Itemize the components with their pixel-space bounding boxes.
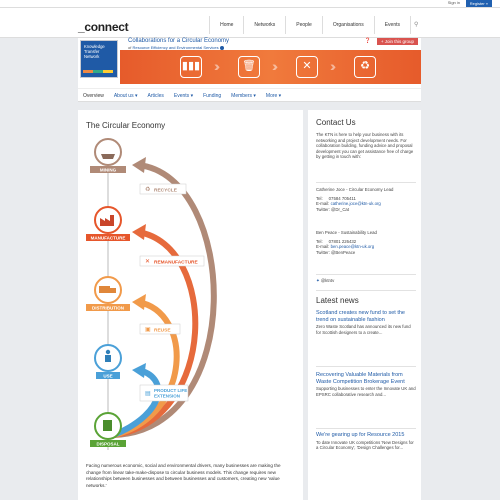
intro-paragraph: Facing numerous economic, social and environmental drivers, many businesses are making the change from linear take-make-dispose to circular business models. This change requires new relationships between businesses and between businesses and customers, creating new 'value networks.' [86,463,281,488]
circular-economy-diagram [78,130,303,470]
life-extension-arrowhead [132,363,146,378]
chevrons-icon: ››› [214,58,216,74]
bin-icon: 🗑 [238,56,260,78]
contact-2-name: Ben Peace - Sustainability Lead [316,230,377,235]
person-icon [106,350,110,354]
divider [316,274,416,275]
sidebar [308,110,421,500]
stage-mining [90,139,126,173]
search-icon[interactable]: ⚲ [410,16,424,34]
divider [316,182,416,183]
contact-1-email-link[interactable]: catherine.joce@ktn-uk.org [330,201,381,207]
main-nav [209,16,424,34]
mine-cart-icon [101,154,115,159]
loop-label-reuse: REUSE [154,328,171,334]
chevrons-icon: ››› [330,58,332,74]
loop-label-line: EXTENSION [154,393,181,399]
site-header [0,8,500,38]
register-button[interactable]: Register » [466,0,492,7]
stage-label-use: USE [103,373,113,379]
news-item [316,432,416,451]
page-title: The Circular Economy [86,121,166,130]
divider [316,366,416,367]
news-excerpt: To date Innovate UK competitions 'New Designs for a Circular Economy', 'Design Challenges for... [316,439,414,451]
contact-intro: The KTN is here to help your business with its networking and project development needs. For collaboration building, funding advice and proposal development you can get assistance free of charge by getting in touch with: [316,132,414,160]
contact-1 [316,187,416,212]
tab-overview[interactable]: Overview [83,93,104,99]
chevrons-icon: ››› [272,58,274,74]
join-group-button[interactable]: + Join this group [377,38,418,45]
contact-2-tel-value: 07801 226432 [328,238,357,244]
stage-label-distribution: DISTRIBUTION [92,305,124,311]
news-title-link[interactable]: Scotland creates new fund to set the trend on sustainable fashion [316,310,405,323]
tools-icon: ✕ [145,259,151,265]
contact-1-twitter: Twitter: @Dr_Cat [316,206,350,212]
ktn-logo[interactable] [80,40,118,78]
loop-label-line: PRODUCT LIFE [154,388,188,393]
loop-label-remanufacture: REMANUFACTURE [154,260,198,266]
news-title-link[interactable]: Recovering Valuable Materials from Waste Competition Brokerage Event [316,372,405,385]
nav-events[interactable]: Events [374,16,410,34]
news-excerpt: Supporting businesses to enter the Innovate UK and EPSRC collaborative research and... [316,386,416,397]
banner-image-strip [120,50,421,84]
group-subtitle-prefix: of [128,45,132,50]
news-item [316,310,416,335]
stage-label-manufacture: MANUFACTURE [90,235,126,241]
nav-organisations[interactable]: Organisations [322,16,374,34]
nav-people[interactable]: People [285,16,322,34]
tab-more[interactable]: More ▾ [265,93,282,99]
loop-remanufacture [140,256,204,266]
main-content [78,110,303,500]
contact-1-tel-value: 07584 705411 [328,195,356,201]
trash-bin-icon [103,420,112,431]
loop-reuse [140,324,180,334]
twitter-icon: ✦ [316,278,320,283]
tab-about-us[interactable]: About us ▾ [113,93,138,99]
box-icon: ▣ [145,327,151,333]
news-excerpt: Zero Waste Scotland has announced its new fund for Scottish designers to a create... [316,324,411,335]
contact-1-name: Catherine Joce - Circular Economy Lead [316,187,394,192]
loop-product-life-extension [140,385,189,401]
email-label: E-mail: [316,201,330,207]
remanufacture-arrowhead [132,224,146,240]
tab-members[interactable]: Members ▾ [231,93,256,99]
reuse-arrowhead [132,294,146,310]
stage-distribution [86,277,130,311]
loop-label-recycle: RECYCLE [154,188,177,194]
wrench-icon: ▤ [145,391,151,397]
tab-articles[interactable]: Articles [147,93,164,99]
ktn-logo-label: Knowledge Transfer Network [84,44,105,59]
news-title-link[interactable]: We're gearing up for Resource 2015 [316,432,405,438]
stage-manufacture [86,207,130,241]
news-item [316,372,416,397]
tel-label: Tel: [316,195,323,201]
group-subnav [78,88,421,102]
chart-icon: ▮▮▮ [180,56,202,78]
group-title: Collaborations for a Circular Economy [128,38,230,44]
stage-disposal [90,413,126,447]
help-icon[interactable]: ❓ [364,38,371,44]
contact-2 [316,230,416,255]
twitter-link[interactable] [316,278,416,284]
parent-network-link[interactable]: Resource Efficiency and Environmental Services [132,45,219,50]
stage-use [95,345,121,379]
recycle-icon: ♻ [354,56,376,78]
top-utility-bar [0,0,500,8]
join-group-label: Join this group [384,39,414,44]
loop-recycle [140,184,186,194]
email-label: E-mail: [316,244,330,250]
nav-home[interactable]: Home [209,16,243,34]
nav-networks[interactable]: Networks [243,16,285,34]
contact-heading: Contact Us [316,118,356,127]
site-logo[interactable]: _connect [78,20,129,34]
sign-in-link[interactable]: Sign in [447,0,460,5]
truck-icon [99,286,110,293]
tab-funding[interactable]: Funding [203,93,222,99]
recycle-arrowhead [132,157,146,173]
tab-events[interactable]: Events ▾ [173,93,194,99]
divider [316,290,416,291]
group-banner [78,38,421,88]
divider [316,428,416,429]
twitter-handle: @ktntv [320,278,335,283]
contact-2-email-link[interactable]: ben.peace@ktn-uk.org [330,244,375,250]
news-heading: Latest news [316,296,359,305]
stage-label-disposal: DISPOSAL [96,441,120,447]
ktn-logo-bars [83,70,113,73]
tools-icon: ✕ [296,56,318,78]
contact-2-twitter: Twitter: @BenPeace [316,249,356,255]
stage-label-mining: MINING [99,167,117,173]
recycle-icon: ♻ [145,187,151,193]
tel-label: Tel: [316,238,323,244]
